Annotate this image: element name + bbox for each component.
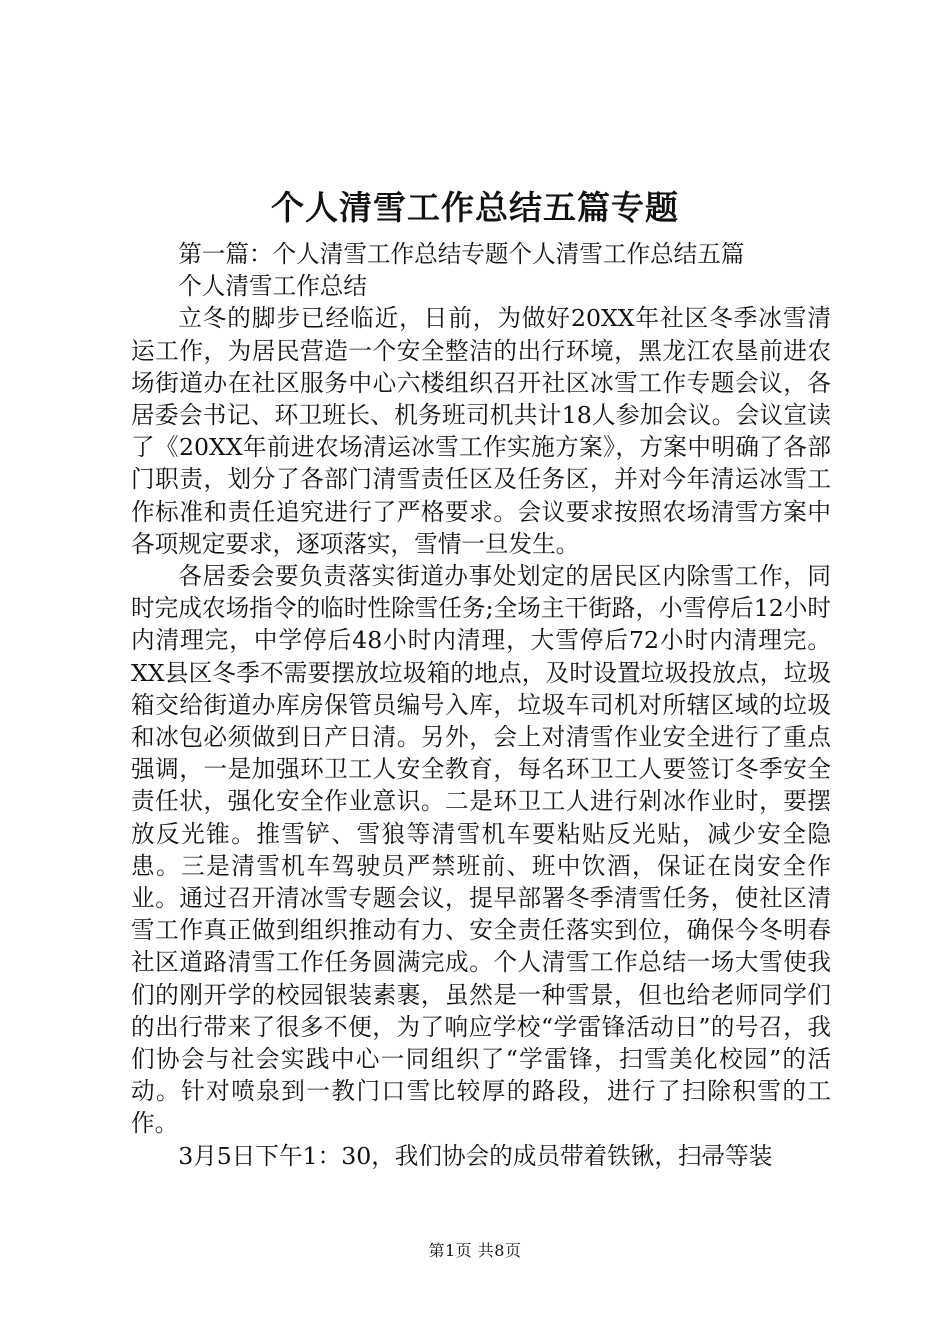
paragraph-body: 3月5日下午1：30，我们协会的成员带着铁锹，扫帚等装 [178,1141,773,1170]
page-footer: 第1页 共8页 [428,1241,522,1260]
paragraph-subheading: 个人清雪工作总结 [178,272,367,301]
page-title: 个人清雪工作总结五篇专题 [271,188,679,227]
paragraph-heading-first-article: 第一篇：个人清雪工作总结专题个人清雪工作总结五篇 [178,240,745,268]
paragraph-body: 立冬的脚步已经临近，日前，为做好20XX年社区冬季冰雪清运工作，为居民营造一个安全整洁的出行环境，黑龙江农垦前进农场街道办在社区服务中心六楼组织召开社区冰雪工作专题会议，各居委会书记、环卫班长、机务班司机共计18人参加会议。会议宣读了《20XX年前进农场清运冰雪工作实施方案》，方案中明确了各部门职责，划分了各部门清雪责任区及任务区，并对今年清运冰雪工作标准和责任追究进行了严格要求。会议要求按照农场清雪方案中各项规定要求，逐项落实，雪情一旦发生。 [131,304,831,558]
paragraph-body: 各居委会要负责落实街道办事处划定的居民区内除雪工作，同时完成农场指令的临时性除雪任务;全场主干街路，小雪停后12小时内清理完，中学停后48小时内清理，大雪停后72小时内清理完。XX县区冬季不需要摆放垃圾箱的地点，及时设置垃圾投放点，垃圾箱交给街道办库房保管员编号入库，垃圾车司机对所辖区域的垃圾和冰包必须做到日产日清。另外，会上对清雪作业安全进行了重点强调，一是加强环卫工人安全教育，每名环卫工人要签订冬季安全责任状，强化安全作业意识。二是环卫工人进行剁冰作业时，要摆放反光锥。推雪铲、雪狼等清雪机车要粘贴反光贴，减少安全隐患。三是清雪机车驾驶员严禁班前、班中饮酒，保证在岗安全作业。通过召开清冰雪专题会议，提早部署冬季清雪任务，使社区清雪工作真正做到组织推动有力、安全责任落实到位，确保今冬明春社区道路清雪工作任务圆满完成。个人清雪工作总结一场大雪使我们的刚开学的校园银装素裹，虽然是一种雪景，但也给老师同学们的出行带来了很多不便，为了响应学校“学雷锋活动日”的号召，我们协会与社会实践中心一同组织了“学雷锋，扫雪美化校园”的活动。针对喷泉到一教门口雪比较厚的路段，进行了扫除积雪的工作。 [131,562,831,1138]
document-body [131,238,831,1172]
